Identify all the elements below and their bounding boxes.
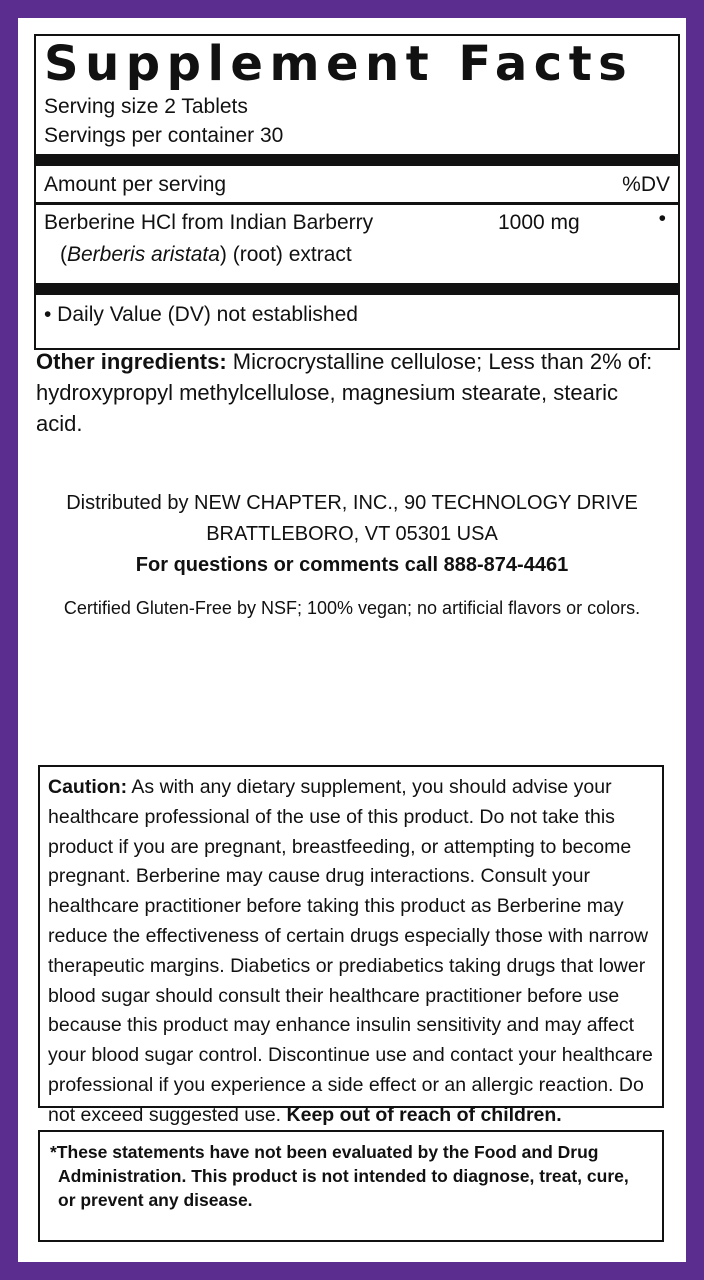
thick-divider — [36, 154, 678, 166]
ingredient-source: (Berberis aristata) (root) extract — [60, 243, 352, 266]
fda-statement-line-2: Administration. This product is not intended to diagnose, treat, cure, — [58, 1166, 629, 1186]
ingredient-dv: • — [658, 207, 666, 230]
contact-phone: For questions or comments call 888-874-4461 — [135, 554, 569, 576]
caution-text: As with any dietary supplement, you should advise your healthcare professional of the use of this product. Do not take this product if you are pregnant, breastfeeding, or attempting to become pregnant. Berberine may cause drug interactions. Consult your healthcare practitioner before taking this product as Berberine may reduce the effectiveness of certain drugs especially those with narrow therapeutic margins. Diabetics or prediabetics taking drugs that lower blood sugar should consult their healthcare practitioner before use because this product may enhance insulin sensitivity and may affect your blood sugar control. Discontinue use and contact your healthcare professional if you experience a side effect or an allergic reaction. Do not exceed suggested use. — [48, 776, 653, 1126]
distribution-info — [18, 488, 686, 581]
dv-footnote: • Daily Value (DV) not established — [44, 303, 358, 326]
dv-header: %DV — [622, 172, 670, 196]
facts-title: Supplement Facts — [44, 36, 634, 92]
other-ingredients — [36, 346, 666, 439]
ingredient-part: (root) extract — [232, 243, 352, 266]
caution-label: Caution: — [48, 776, 128, 798]
fda-statement-line-1: *These statements have not been evaluated by the Food and Drug — [50, 1142, 599, 1162]
fda-statement-box — [38, 1130, 664, 1242]
ingredient-name: Berberine HCl from Indian Barberry — [44, 211, 374, 234]
caution-warning: Keep out of reach of children. — [286, 1103, 562, 1126]
amount-per-serving: Amount per serving — [44, 172, 227, 196]
distributor-city: BRATTLEBORO, VT 05301 USA — [206, 523, 498, 545]
serving-size: Serving size 2 Tablets — [44, 95, 248, 118]
servings-per-container: Servings per container 30 — [44, 124, 284, 147]
fda-statement-line-3: or prevent any disease. — [58, 1190, 253, 1210]
ingredient-latin-name: Berberis aristata — [67, 243, 220, 266]
caution-box — [38, 765, 664, 1126]
bottom-thick-divider — [36, 283, 678, 295]
supplement-facts-box — [34, 34, 680, 350]
amount-header-row — [44, 166, 670, 202]
distributor-address: Distributed by NEW CHAPTER, INC., 90 TECHNOLOGY DRIVE — [66, 492, 638, 514]
label-panel — [18, 18, 686, 1262]
ingredient-row — [44, 205, 670, 283]
other-ingredients-label: Other ingredients: — [36, 349, 227, 374]
ingredient-amount: 1000 mg — [498, 211, 580, 234]
other-ingredients-text: Microcrystalline cellulose; Less than 2% of: hydroxypropyl methylcellulose, magnesium stearate, stearic acid. — [36, 349, 653, 436]
certification: Certified Gluten-Free by NSF; 100% vegan; no artificial flavors or colors. — [63, 598, 641, 618]
